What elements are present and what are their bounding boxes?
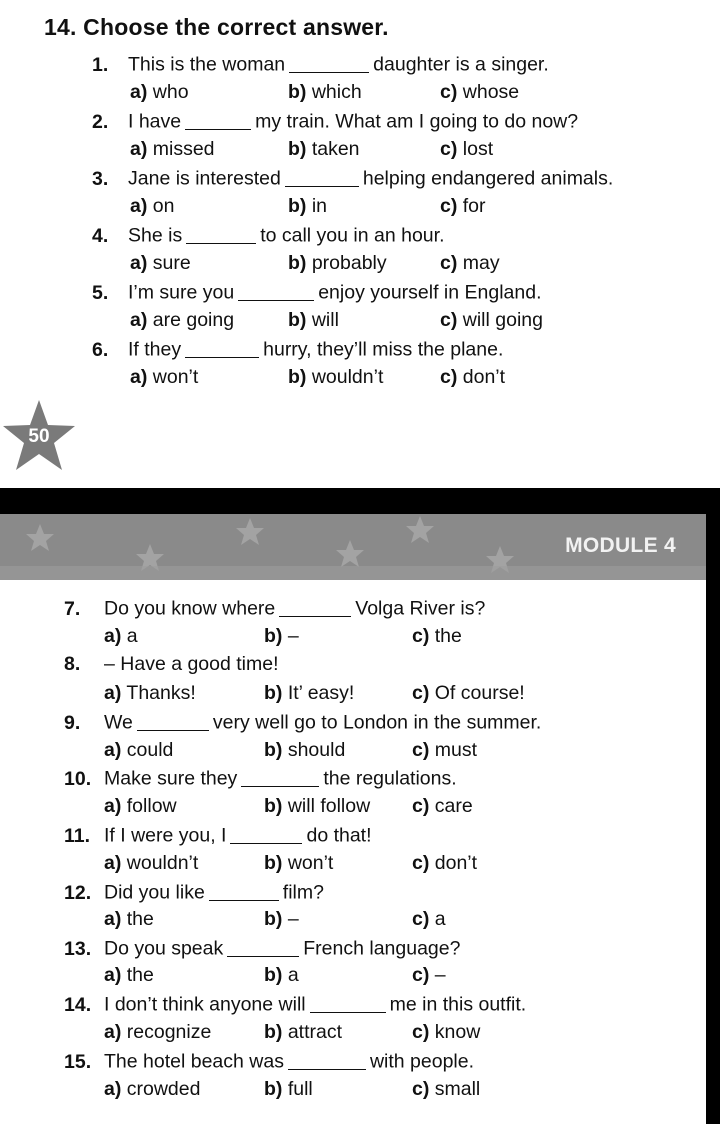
question-text-before: I have bbox=[128, 110, 182, 133]
answer-blank bbox=[185, 337, 259, 358]
question-number: 12. bbox=[64, 881, 92, 904]
answer-blank bbox=[310, 992, 386, 1013]
question-8 bbox=[64, 653, 279, 676]
option-b: b) a bbox=[264, 964, 299, 986]
question-4 bbox=[92, 223, 445, 248]
question-number: 4. bbox=[92, 224, 109, 247]
question-text-before: – Have a good time! bbox=[104, 653, 279, 675]
option-c: c) – bbox=[412, 964, 446, 986]
option-c: c) for bbox=[440, 195, 486, 217]
answer-blank bbox=[241, 766, 319, 787]
option-c: c) will going bbox=[440, 309, 543, 331]
option-a: a) recognize bbox=[104, 1021, 212, 1043]
answer-blank bbox=[238, 280, 314, 301]
question-3 bbox=[92, 166, 613, 191]
question-text-before: Did you like bbox=[104, 881, 205, 904]
option-b: b) will bbox=[288, 309, 339, 331]
answer-blank bbox=[279, 596, 351, 617]
question-text-after: helping endangered animals. bbox=[362, 167, 614, 190]
option-b: b) which bbox=[288, 81, 362, 103]
question-text-after: do that! bbox=[306, 824, 372, 847]
option-c: c) a bbox=[412, 908, 446, 930]
question-text-after: hurry, they’ll miss the plane. bbox=[263, 338, 504, 361]
answer-blank bbox=[209, 880, 279, 901]
question-text-before: I don’t think anyone will bbox=[104, 993, 306, 1016]
question-number: 1. bbox=[92, 53, 109, 76]
option-c: c) don’t bbox=[412, 852, 478, 874]
option-a: a) are going bbox=[130, 309, 235, 331]
answer-blank bbox=[289, 52, 369, 73]
option-b: b) wouldn’t bbox=[288, 366, 384, 388]
option-a: a) follow bbox=[104, 795, 177, 817]
question-text-before: Make sure they bbox=[104, 767, 238, 790]
question-15 bbox=[64, 1049, 474, 1074]
option-c: c) care bbox=[412, 795, 473, 817]
option-c: c) must bbox=[412, 739, 478, 761]
option-a: a) the bbox=[104, 964, 154, 986]
question-number: 15. bbox=[64, 1050, 92, 1073]
answer-blank bbox=[230, 823, 302, 844]
question-number: 7. bbox=[64, 597, 81, 620]
option-c: c) don’t bbox=[440, 366, 506, 388]
question-text-after: Volga River is? bbox=[355, 597, 486, 620]
option-c: c) small bbox=[412, 1078, 481, 1100]
question-text-before: The hotel beach was bbox=[104, 1050, 284, 1073]
option-b: b) – bbox=[264, 908, 299, 930]
question-text-before: If they bbox=[128, 338, 182, 361]
option-c: c) Of course! bbox=[412, 682, 525, 704]
option-b: b) probably bbox=[288, 252, 387, 274]
option-b: b) will follow bbox=[264, 795, 371, 817]
option-c: c) lost bbox=[440, 138, 494, 160]
question-number: 11. bbox=[64, 824, 91, 847]
answer-blank bbox=[137, 710, 209, 731]
option-b: b) taken bbox=[288, 138, 360, 160]
question-number: 3. bbox=[92, 167, 109, 190]
page-edge bbox=[706, 514, 720, 1124]
question-text-before: Jane is interested bbox=[128, 167, 281, 190]
question-text-after: my train. What am I going to do now? bbox=[255, 110, 579, 133]
option-a: a) wouldn’t bbox=[104, 852, 199, 874]
question-text-after: me in this outfit. bbox=[389, 993, 527, 1016]
option-a: a) crowded bbox=[104, 1078, 201, 1100]
page-divider bbox=[0, 488, 720, 514]
option-b: b) It’ easy! bbox=[264, 682, 355, 704]
question-number: 10. bbox=[64, 767, 92, 790]
question-text-before: I’m sure you bbox=[128, 281, 235, 304]
option-b: b) – bbox=[264, 625, 299, 647]
question-2 bbox=[92, 109, 578, 134]
question-number: 2. bbox=[92, 110, 109, 133]
question-number: 14. bbox=[64, 993, 92, 1016]
question-number: 8. bbox=[64, 653, 81, 675]
option-a: a) a bbox=[104, 625, 138, 647]
question-text-before: Do you know where bbox=[104, 597, 276, 620]
option-c: c) the bbox=[412, 625, 462, 647]
question-9 bbox=[64, 710, 541, 735]
question-text-after: with people. bbox=[369, 1050, 475, 1073]
option-b: b) attract bbox=[264, 1021, 343, 1043]
question-text-after: the regulations. bbox=[323, 767, 457, 790]
question-text-before: If I were you, I bbox=[104, 824, 227, 847]
question-6 bbox=[92, 337, 503, 362]
question-13 bbox=[64, 936, 460, 961]
option-a: a) who bbox=[130, 81, 189, 103]
question-text-after: to call you in an hour. bbox=[260, 224, 445, 247]
option-a: a) Thanks! bbox=[104, 682, 196, 704]
option-a: a) on bbox=[130, 195, 175, 217]
option-c: c) whose bbox=[440, 81, 520, 103]
option-a: a) won’t bbox=[130, 366, 199, 388]
question-1 bbox=[92, 52, 549, 77]
option-c: c) may bbox=[440, 252, 500, 274]
question-number: 6. bbox=[92, 338, 109, 361]
option-a: a) sure bbox=[130, 252, 191, 274]
page-top bbox=[0, 0, 720, 488]
question-text-after: French language? bbox=[303, 937, 461, 960]
answer-blank bbox=[227, 936, 299, 957]
exercise-title: 14. Choose the correct answer. bbox=[44, 14, 389, 40]
question-text-after: daughter is a singer. bbox=[373, 53, 549, 76]
option-a: a) could bbox=[104, 739, 174, 761]
question-text-after: enjoy yourself in England. bbox=[318, 281, 542, 304]
question-5 bbox=[92, 280, 542, 305]
answer-blank bbox=[186, 223, 256, 244]
option-a: a) the bbox=[104, 908, 154, 930]
page-number-badge bbox=[2, 398, 80, 476]
question-number: 5. bbox=[92, 281, 109, 304]
question-10 bbox=[64, 766, 457, 791]
answer-blank bbox=[288, 1049, 366, 1070]
option-a: a) missed bbox=[130, 138, 215, 160]
option-b: b) in bbox=[288, 195, 328, 217]
answer-blank bbox=[185, 109, 251, 130]
option-b: b) should bbox=[264, 739, 346, 761]
module-banner bbox=[0, 514, 706, 580]
page-number: 50 bbox=[28, 426, 50, 447]
question-11 bbox=[64, 823, 372, 848]
question-14 bbox=[64, 992, 526, 1017]
question-7 bbox=[64, 596, 485, 621]
question-text-after: very well go to London in the summer. bbox=[212, 711, 542, 734]
question-text-after: film? bbox=[282, 881, 324, 904]
question-12 bbox=[64, 880, 324, 905]
question-text-before: This is the woman bbox=[128, 53, 286, 76]
option-c: c) know bbox=[412, 1021, 481, 1043]
answer-blank bbox=[285, 166, 359, 187]
option-b: b) full bbox=[264, 1078, 313, 1100]
question-number: 13. bbox=[64, 937, 92, 960]
question-text-before: Do you speak bbox=[104, 937, 224, 960]
question-text-before: We bbox=[104, 711, 133, 734]
question-number: 9. bbox=[64, 711, 81, 734]
question-text-before: She is bbox=[128, 224, 183, 247]
module-label: MODULE 4 bbox=[565, 534, 676, 557]
option-b: b) won’t bbox=[264, 852, 334, 874]
